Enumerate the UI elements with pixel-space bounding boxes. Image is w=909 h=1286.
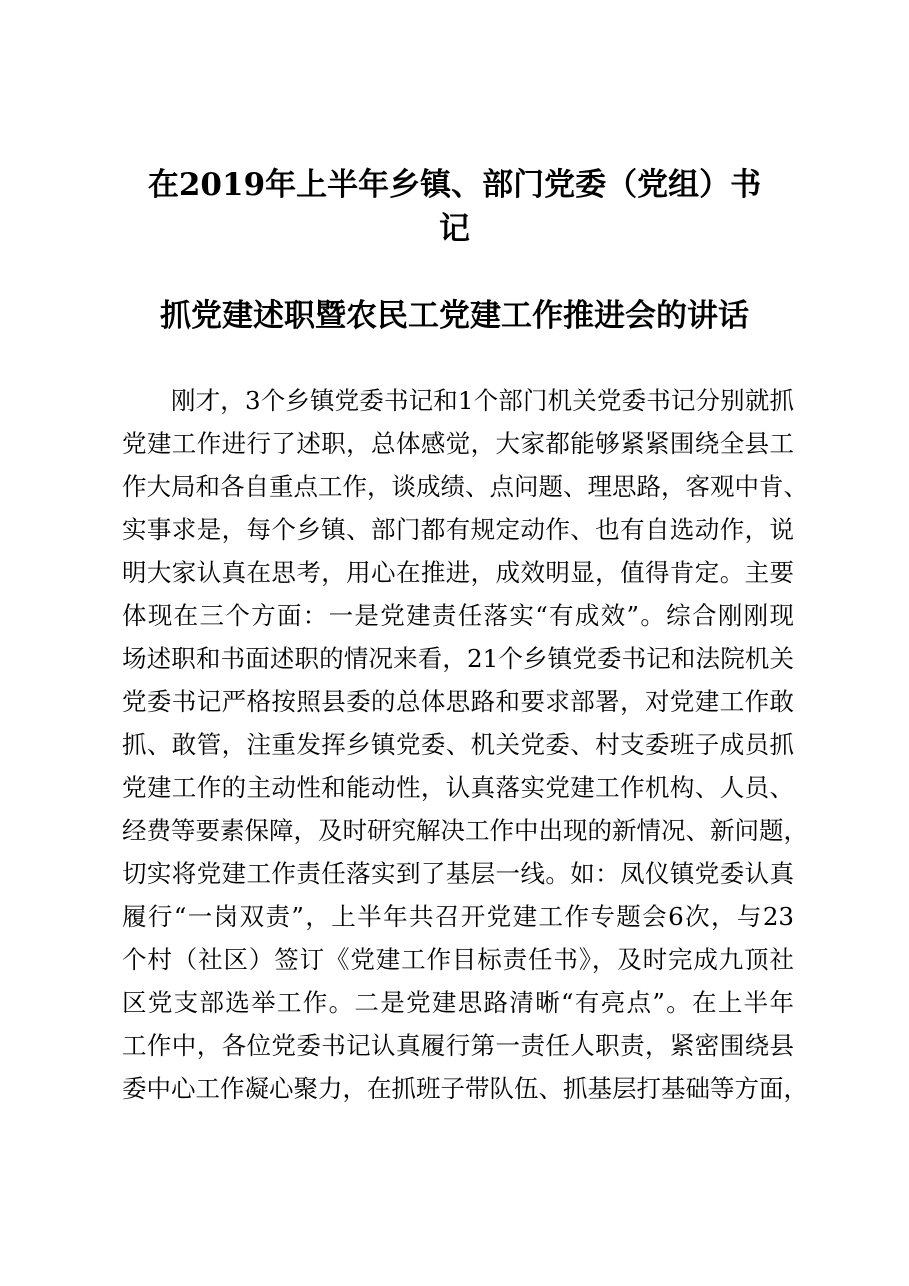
body-line: 体现在三个方面：一是党建责任落实“有成效”。综合刚刚现 bbox=[122, 601, 794, 630]
body-line: 党建工作的主动性和能动性，认真落实党建工作机构、人员、 bbox=[122, 773, 794, 802]
body-line: 委中心工作凝心聚力，在抓班子带队伍、抓基层打基础等方面， bbox=[122, 1074, 808, 1103]
body-line: 实事求是，每个乡镇、部门都有规定动作、也有自选动作，说 bbox=[122, 515, 794, 544]
document-title-line-1: 在2019年上半年乡镇、部门党委（党组）书 bbox=[147, 167, 762, 203]
body-line: 履行“一岗双责”，上半年共召开党建工作专题会6次，与23 bbox=[122, 902, 794, 931]
body-line: 抓、敢管，注重发挥乡镇党委、机关党委、村支委班子成员抓 bbox=[122, 730, 794, 759]
body-line: 工作中，各位党委书记认真履行第一责任人职责，紧密围绕县 bbox=[122, 1031, 794, 1060]
body-line: 明大家认真在思考，用心在推进，成效明显，值得肯定。主要 bbox=[122, 558, 794, 587]
document-title-line-3: 抓党建述职暨农民工党建工作推进会的讲话 bbox=[160, 298, 749, 334]
body-line: 区党支部选举工作。二是党建思路清晰“有亮点”。在上半年 bbox=[122, 988, 794, 1017]
body-line: 经费等要素保障，及时研究解决工作中出现的新情况、新问题， bbox=[122, 816, 808, 845]
body-line: 切实将党建工作责任落实到了基层一线。如：凤仪镇党委认真 bbox=[122, 859, 794, 888]
body-line: 党建工作进行了述职，总体感觉，大家都能够紧紧围绕全县工 bbox=[122, 429, 794, 458]
body-line: 党委书记严格按照县委的总体思路和要求部署，对党建工作敢 bbox=[122, 687, 794, 716]
body-line: 场述职和书面述职的情况来看，21个乡镇党委书记和法院机关 bbox=[122, 644, 794, 673]
body-line: 刚才，3个乡镇党委书记和1个部门机关党委书记分别就抓 bbox=[171, 386, 794, 415]
document-title-line-2: 记 bbox=[439, 211, 470, 247]
body-line: 作大局和各自重点工作，谈成绩、点问题、理思路，客观中肯、 bbox=[122, 472, 808, 501]
body-line: 个村（社区）签订《党建工作目标责任书》，及时完成九顶社 bbox=[122, 945, 794, 974]
